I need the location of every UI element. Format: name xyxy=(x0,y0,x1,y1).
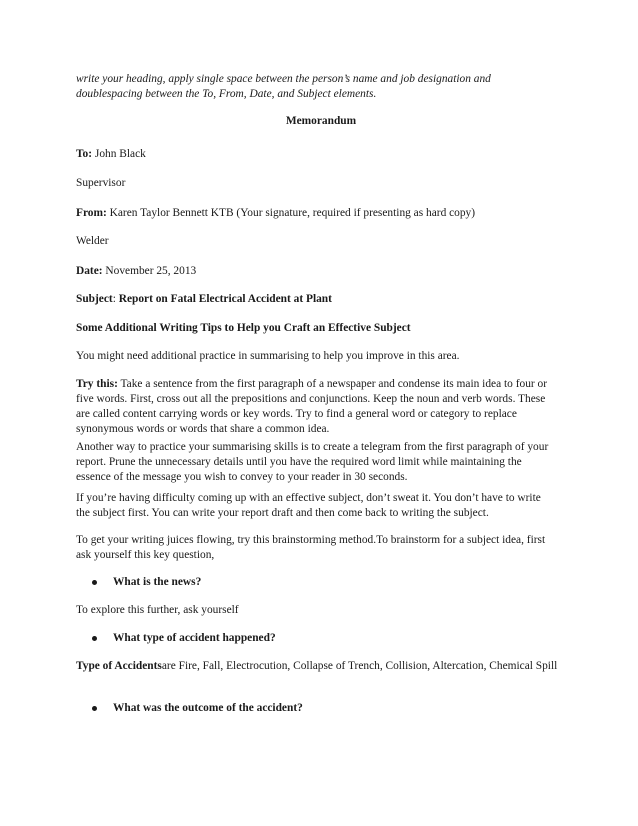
to-value: John Black xyxy=(92,148,146,160)
from-job-title: Welder xyxy=(76,235,109,247)
paragraph-accident-types xyxy=(76,659,564,674)
bullet-icon xyxy=(92,636,97,641)
bullet-question-news: What is the news? xyxy=(113,576,202,588)
paragraph-summarising: You might need additional practice in summarising to help you improve in this area. xyxy=(76,350,460,362)
subject-label: Subject xyxy=(76,293,113,305)
subject-value: Report on Fatal Electrical Accident at Plant xyxy=(118,293,332,305)
paragraph-difficulty: If you’re having difficulty coming up with an effective subject, don’t sweat it. You don’t have to write the subject first. You can write your report draft and then come back to writing the subject. xyxy=(76,492,541,519)
list-item xyxy=(76,575,563,590)
paragraph-explore: To explore this further, ask yourself xyxy=(76,604,239,616)
subject-separator: : xyxy=(112,293,119,305)
try-this-text: Take a sentence from the first paragraph of a newspaper and condense its main idea to four or five words. First, cross out all the prepositions and conjunctions. Keep the noun and verb words. These are called content carrying words or key words. Try to find a general word or category to replace synonymous words or words that share a common idea. xyxy=(76,378,548,435)
bullet-icon xyxy=(92,706,97,711)
tips-heading xyxy=(76,321,411,336)
types-text: are Fire, Fall, Electrocution, Collapse of Trench, Collision, Altercation, Chemical Spill xyxy=(161,660,558,672)
paragraph-telegram: Another way to practice your summarising skills is to create a telegram from the first paragraph of your report. Prune the unnecessary details until you have the required word limit while maintaining the essence of the message you wish to convey to your reader in 30 seconds. xyxy=(76,441,549,483)
bullet-question-accident-type: What type of accident happened? xyxy=(113,632,276,644)
paragraph-try-this xyxy=(76,377,551,437)
from-label: From: xyxy=(76,207,107,219)
from-value: Karen Taylor Bennett KTB (Your signature, required if presenting as hard copy) xyxy=(106,207,476,219)
try-this-label: Try this: xyxy=(76,378,118,390)
bullet-icon xyxy=(92,580,97,585)
to-line xyxy=(76,147,146,162)
date-value: November 25, 2013 xyxy=(102,265,197,277)
list-item xyxy=(76,631,563,646)
tips-heading-text: Some Additional Writing Tips to Help you Craft an Effective Subject xyxy=(76,322,411,334)
paragraph-brainstorm: To get your writing juices flowing, try this brainstorming method.To brainstorm for a subject idea, first ask yourself this key question, xyxy=(76,534,546,561)
subject-line xyxy=(76,292,332,307)
to-label: To: xyxy=(76,148,93,160)
list-item xyxy=(76,701,563,716)
from-line xyxy=(76,206,576,221)
bullet-question-outcome: What was the outcome of the accident? xyxy=(113,702,303,714)
intro-paragraph: write your heading, apply single space between the person’s name and job designation and doublespacing between the To, From, Date, and Subject elements. xyxy=(76,73,491,100)
types-label: Type of Accidents xyxy=(76,660,162,672)
to-job-title: Supervisor xyxy=(76,177,126,189)
memo-title: Memorandum xyxy=(285,115,357,127)
date-label: Date: xyxy=(76,265,103,277)
date-line xyxy=(76,264,196,279)
